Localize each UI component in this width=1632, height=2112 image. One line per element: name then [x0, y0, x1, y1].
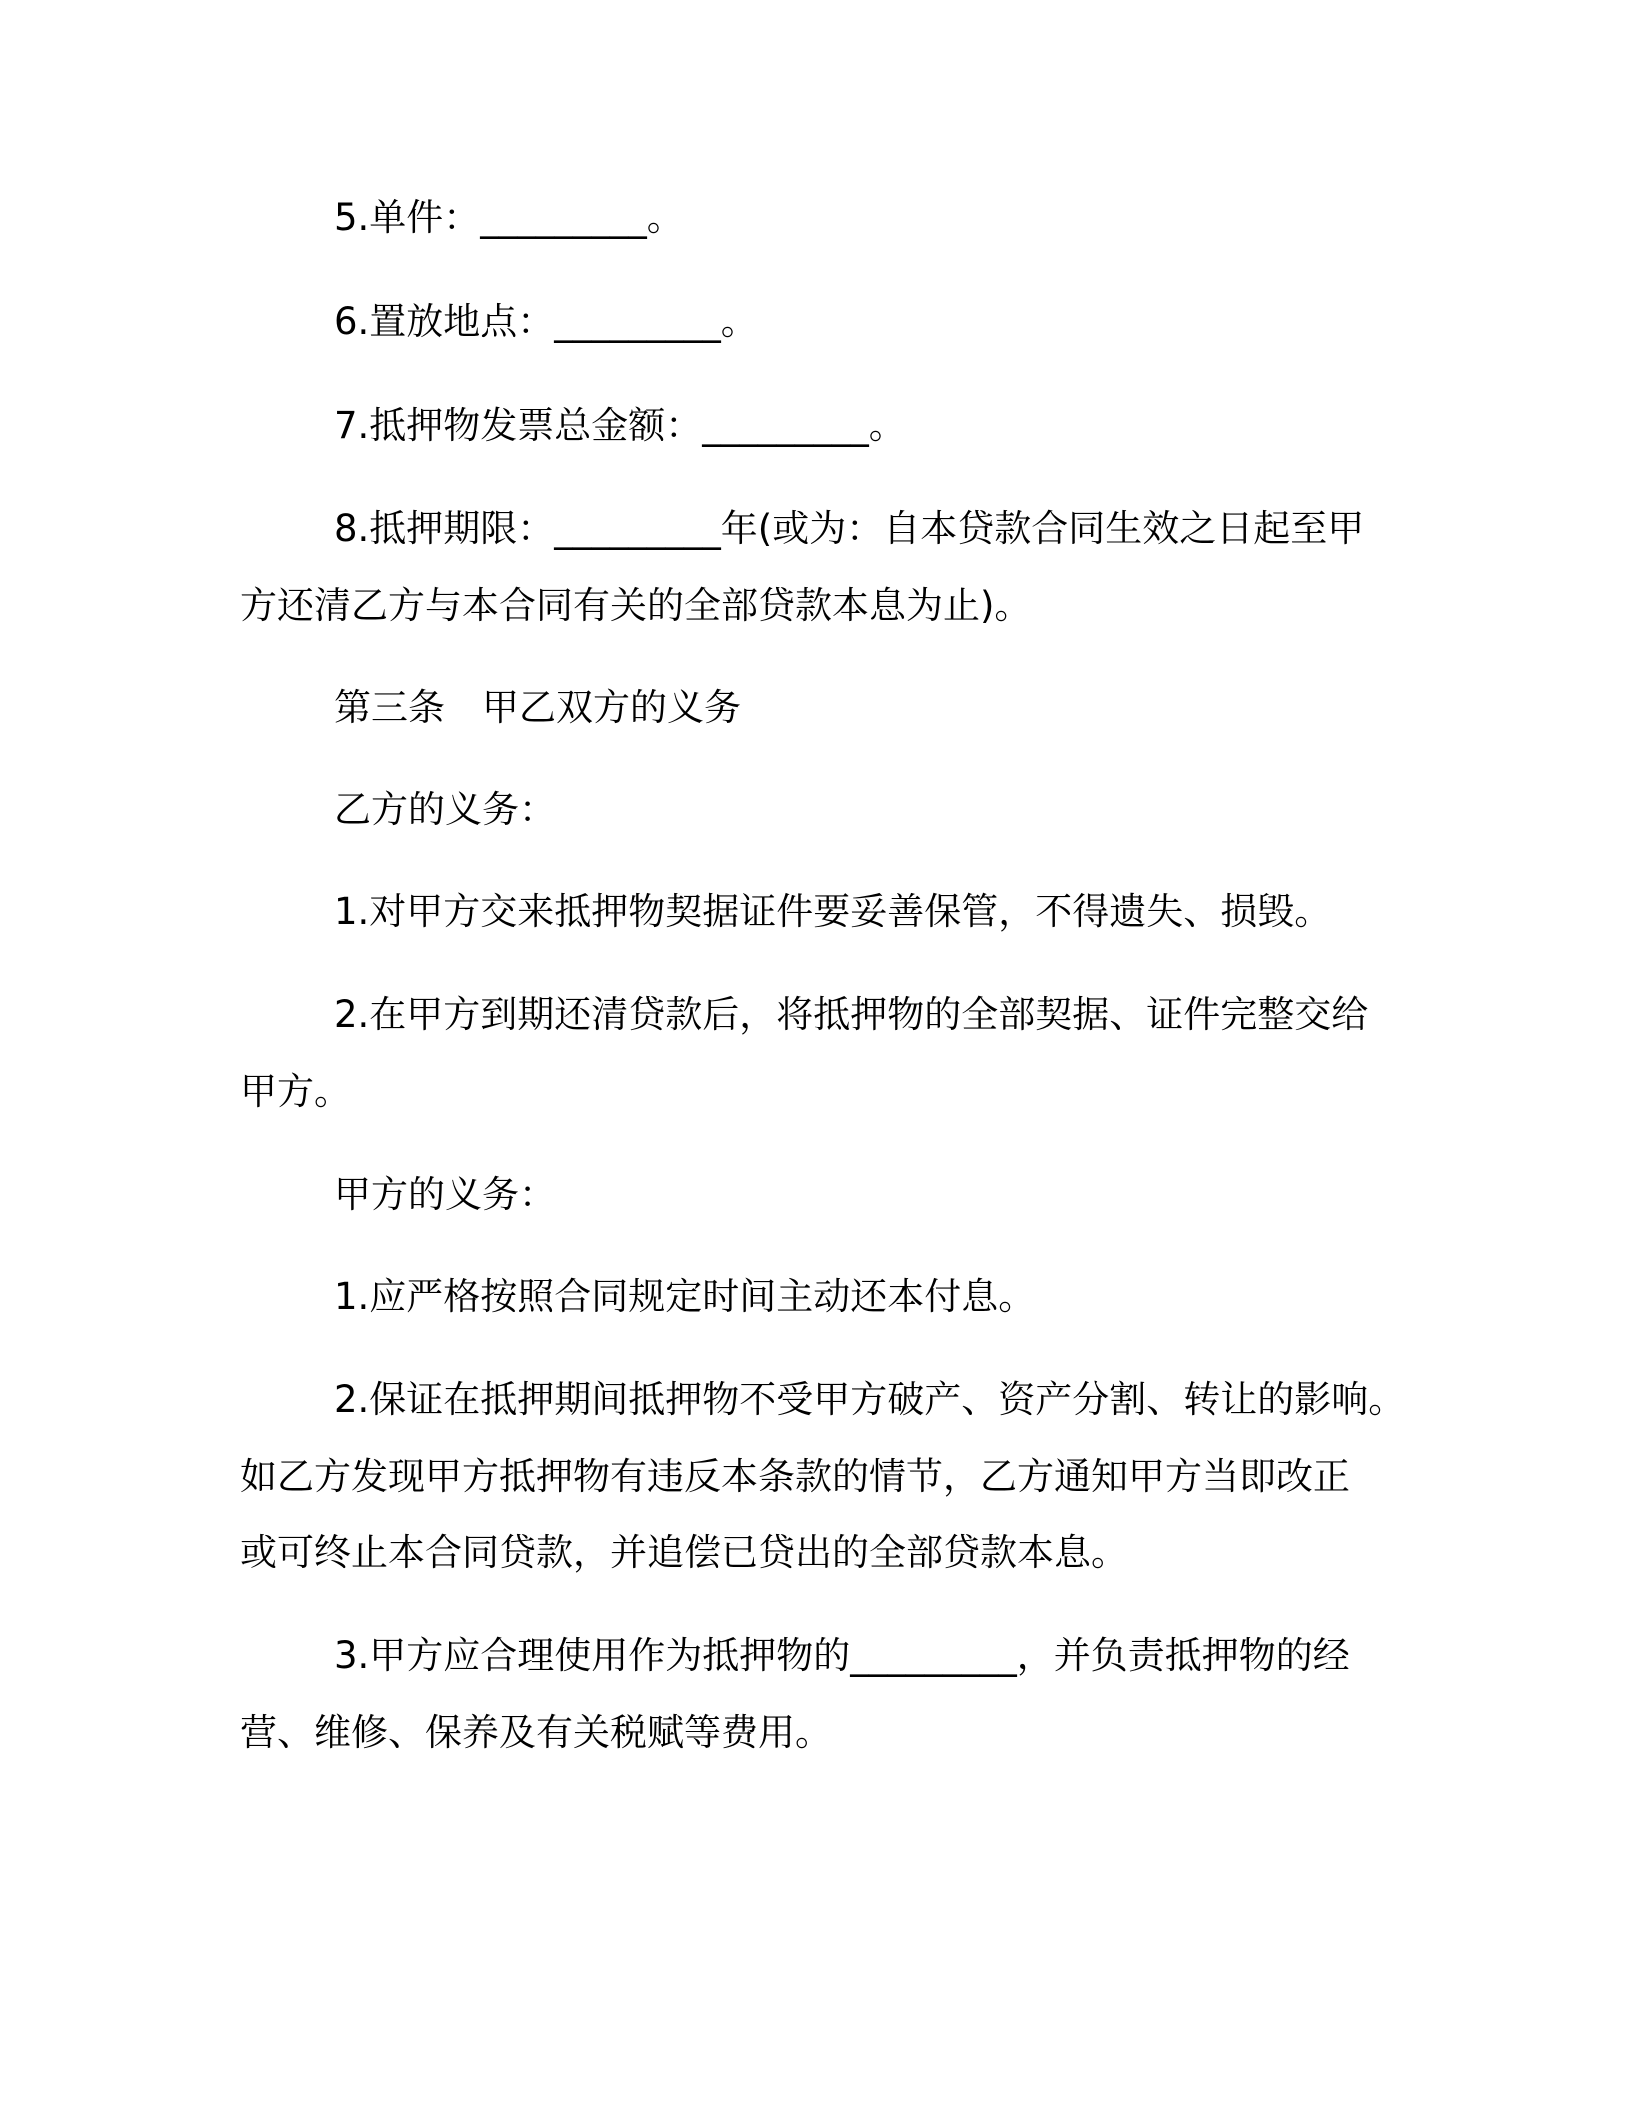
- item-8-mortgage-term-continued: 方还清乙方与本合同有关的全部贷款本息为止)。: [240, 584, 1032, 627]
- party-b-obligation-2-continued: 甲方。: [240, 1070, 351, 1113]
- party-b-obligations-heading: 乙方的义务：: [334, 788, 556, 831]
- item-6-location: 6.置放地点：_________。: [334, 300, 758, 343]
- party-a-obligation-2-continued-2: 或可终止本合同贷款，并追偿已贷出的全部贷款本息。: [240, 1531, 1128, 1574]
- party-b-obligation-2: 2.在甲方到期还清贷款后，将抵押物的全部契据、证件完整交给: [334, 993, 1369, 1036]
- article-3-heading: 第三条 甲乙双方的义务: [334, 686, 741, 729]
- party-a-obligation-1: 1.应严格按照合同规定时间主动还本付息。: [334, 1275, 1036, 1318]
- item-8-mortgage-term: 8.抵押期限：_________年(或为：自本贷款合同生效之日起至甲: [334, 507, 1365, 550]
- item-5-unit-count: 5.单件：_________。: [334, 196, 684, 239]
- party-a-obligation-3-continued: 营、维修、保养及有关税赋等费用。: [240, 1711, 832, 1754]
- party-a-obligation-2: 2.保证在抵押期间抵押物不受甲方破产、资产分割、转让的影响。: [334, 1378, 1406, 1421]
- party-a-obligation-2-continued-1: 如乙方发现甲方抵押物有违反本条款的情节，乙方通知甲方当即改正: [240, 1455, 1350, 1498]
- party-b-obligation-1: 1.对甲方交来抵押物契据证件要妥善保管，不得遗失、损毁。: [334, 890, 1332, 933]
- item-7-invoice-amount: 7.抵押物发票总金额：_________。: [334, 404, 906, 447]
- party-a-obligation-3: 3.甲方应合理使用作为抵押物的_________，并负责抵押物的经: [334, 1634, 1350, 1677]
- party-a-obligations-heading: 甲方的义务：: [334, 1173, 556, 1216]
